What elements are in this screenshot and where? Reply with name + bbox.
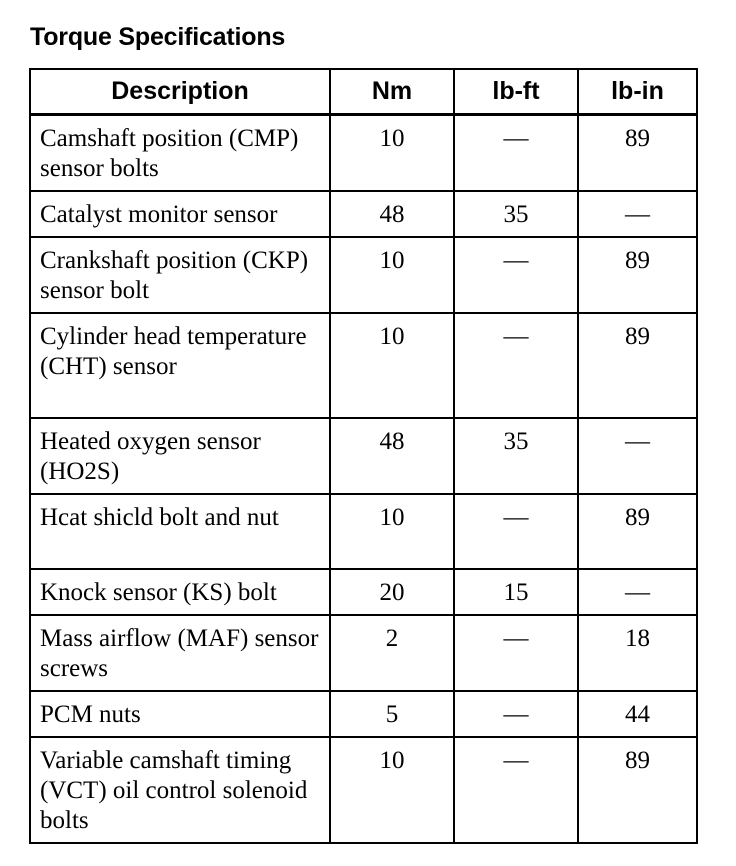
row-description: Catalyst monitor sensor [30, 191, 330, 237]
torque-spec-table [29, 68, 698, 844]
table-row [30, 737, 697, 843]
table-header-row [30, 69, 697, 114]
row-lb-ft: — [454, 494, 578, 569]
table-row [30, 691, 697, 737]
row-description: Cylinder head temperature (CHT) sensor [30, 313, 330, 418]
row-lb-in: — [578, 418, 697, 494]
row-nm: 10 [330, 114, 454, 191]
row-description: Variable camshaft timing (VCT) oil control solenoid bolts [30, 737, 330, 843]
row-lb-in: 89 [578, 114, 697, 191]
row-description: PCM nuts [30, 691, 330, 737]
row-description: Camshaft position (CMP) sensor bolts [30, 114, 330, 191]
row-lb-ft: 35 [454, 191, 578, 237]
row-lb-ft: — [454, 691, 578, 737]
row-lb-in: 89 [578, 237, 697, 313]
page-title: Torque Specifications [30, 23, 286, 51]
row-lb-in: — [578, 569, 697, 615]
column-header-nm: Nm [330, 69, 454, 114]
row-description: Hcat shicld bolt and nut [30, 494, 330, 569]
row-nm: 5 [330, 691, 454, 737]
column-header-lb-in: lb-in [578, 69, 697, 114]
row-description: Knock sensor (KS) bolt [30, 569, 330, 615]
row-description: Crankshaft position (CKP) sensor bolt [30, 237, 330, 313]
row-lb-ft: 35 [454, 418, 578, 494]
row-nm: 10 [330, 737, 454, 843]
row-nm: 10 [330, 237, 454, 313]
table-row [30, 114, 697, 191]
column-header-description: Description [30, 69, 330, 114]
row-nm: 20 [330, 569, 454, 615]
table-row [30, 615, 697, 691]
row-lb-in: 89 [578, 313, 697, 418]
row-description: Heated oxygen sensor (HO2S) [30, 418, 330, 494]
table-row [30, 418, 697, 494]
table-row [30, 237, 697, 313]
row-nm: 10 [330, 313, 454, 418]
row-lb-ft: — [454, 313, 578, 418]
row-lb-ft: — [454, 114, 578, 191]
row-nm: 10 [330, 494, 454, 569]
row-lb-in: — [578, 191, 697, 237]
row-lb-in: 44 [578, 691, 697, 737]
row-lb-ft: 15 [454, 569, 578, 615]
table-row [30, 494, 697, 569]
row-lb-ft: — [454, 737, 578, 843]
row-lb-in: 18 [578, 615, 697, 691]
table-row [30, 313, 697, 418]
row-nm: 48 [330, 191, 454, 237]
table-row [30, 191, 697, 237]
row-lb-ft: — [454, 615, 578, 691]
table-row [30, 569, 697, 615]
row-nm: 2 [330, 615, 454, 691]
column-header-lb-ft: lb-ft [454, 69, 578, 114]
row-lb-in: 89 [578, 737, 697, 843]
row-nm: 48 [330, 418, 454, 494]
row-lb-in: 89 [578, 494, 697, 569]
row-lb-ft: — [454, 237, 578, 313]
row-description: Mass airflow (MAF) sensor screws [30, 615, 330, 691]
